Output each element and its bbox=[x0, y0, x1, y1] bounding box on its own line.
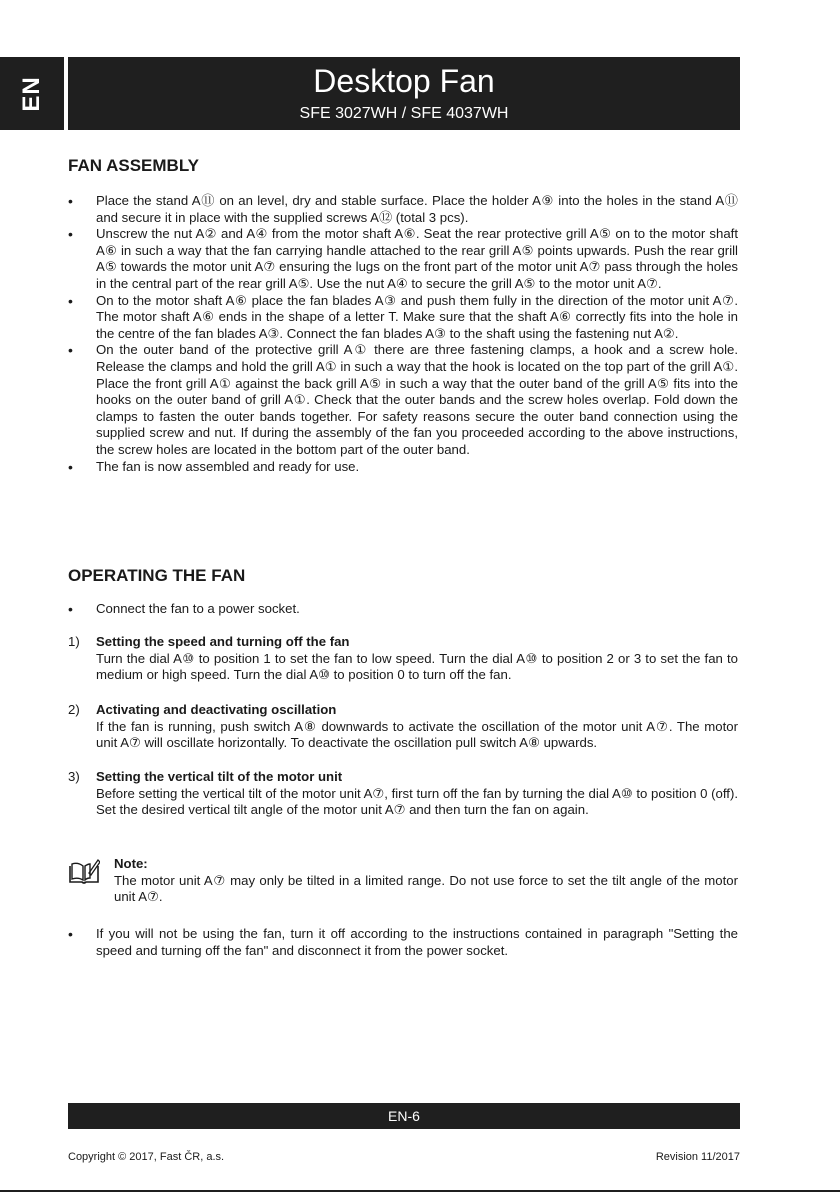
list-item: • Unscrew the nut A② and A④ from the motor shaft A⑥. Seat the rear protective grill A⑤ on to the motor shaft A⑥ in such a way that the fan carrying handle attached to the rear grill A⑤ points upwards. Push the rear grill A⑤ towards the motor unit A⑦ ensuring the lugs on the front part of the motor unit A⑦ pass through the holes in the central part of the rear grill A⑤. Use the nut A④ to secure the grill A⑤ to the motor unit A⑦. bbox=[68, 226, 738, 292]
step-text: Before setting the vertical tilt of the motor unit A⑦, first turn off the fan by turning the dial A⑩ to position 0 (off). Set the desired vertical tilt angle of the motor unit A⑦ and then turn the fan on again. bbox=[96, 785, 738, 818]
step-number: 3) bbox=[68, 769, 80, 784]
step-title: Activating and deactivating oscillation bbox=[96, 702, 337, 717]
page-title: Desktop Fan bbox=[313, 63, 495, 99]
list-item: • On the outer band of the protective grill A① there are three fastening clamps, a hook and a screw hole. Release the clamps and hold the grill A① in such a way that the hook is located on the top part of the grill A①. Place the front grill A① against the back grill A⑤ in such a way that the outer band of the grill A⑤ fits into the hooks on the outer band of grill A①. Check that the outer bands and the screw holes overlap. Fold down the clamps to fasten the outer bands together. For safety reasons secure the outer band connection using the supplied screw and nut. If during the assembly of the fan you proceeded according to the above instructions, the screw holes are located in the bottom part of the outer band. bbox=[68, 342, 738, 458]
note-block bbox=[68, 856, 738, 906]
note-book-icon bbox=[68, 858, 100, 886]
language-label: EN bbox=[18, 75, 45, 112]
copyright: Copyright © 2017, Fast ČR, a.s. bbox=[68, 1151, 225, 1163]
step-number: 1) bbox=[68, 634, 80, 649]
page-number: EN-6 bbox=[388, 1108, 420, 1124]
step-text: If the fan is running, push switch A⑧ downwards to activate the oscillation of the motor unit A⑦. The motor unit A⑦ will oscillate horizontally. To deactivate the oscillation pull switch A⑧ upwards. bbox=[96, 718, 738, 751]
list-item: • On to the motor shaft A⑥ place the fan blades A③ and push them fully in the direction of the motor unit A⑦. The motor shaft A⑥ ends in the shape of a letter T. Make sure that the shaft A⑥ correctly fits into the hole in the centre of the fan blades A③. Connect the fan blades A③ to the shaft using the fastening nut A②. bbox=[68, 293, 738, 343]
list-item: • Place the stand A⑪ on an level, dry and stable surface. Place the holder A⑨ into the holes in the stand A⑪ and secure it in place with the supplied screws A⑫ (total 3 pcs). bbox=[68, 193, 738, 226]
step-2 bbox=[68, 702, 738, 752]
note-text: The motor unit A⑦ may only be tilted in a limited range. Do not use force to set the tilt angle of the motor unit A⑦. bbox=[114, 872, 738, 905]
model-numbers: SFE 3027WH / SFE 4037WH bbox=[299, 105, 509, 122]
step-1 bbox=[68, 634, 738, 684]
section-title-operating: OPERATING THE FAN bbox=[68, 566, 246, 585]
language-tab bbox=[0, 57, 64, 130]
note-heading: Note: bbox=[114, 856, 148, 871]
list-item: • Connect the fan to a power socket. bbox=[68, 601, 738, 618]
operating-intro bbox=[68, 601, 738, 618]
list-item: • The fan is now assembled and ready for use. bbox=[68, 459, 738, 476]
assembly-list bbox=[68, 193, 738, 475]
closing-instruction bbox=[68, 926, 738, 959]
revision: Revision 11/2017 bbox=[655, 1151, 740, 1163]
step-title: Setting the speed and turning off the fan bbox=[96, 634, 350, 649]
step-number: 2) bbox=[68, 702, 80, 717]
section-title-assembly: FAN ASSEMBLY bbox=[68, 156, 199, 175]
step-3 bbox=[68, 769, 738, 819]
step-text: Turn the dial A⑩ to position 1 to set the fan to low speed. Turn the dial A⑩ to position 2 or 3 to set the fan to medium or high speed. Turn the dial A⑩ to position 0 to turn off the fan. bbox=[96, 650, 738, 683]
header-bar bbox=[68, 57, 740, 130]
page-number-bar bbox=[68, 1103, 740, 1129]
step-title: Setting the vertical tilt of the motor unit bbox=[96, 769, 343, 784]
list-item: • If you will not be using the fan, turn it off according to the instructions contained in paragraph "Setting the speed and turning off the fan" and disconnect it from the power socket. bbox=[68, 926, 738, 959]
